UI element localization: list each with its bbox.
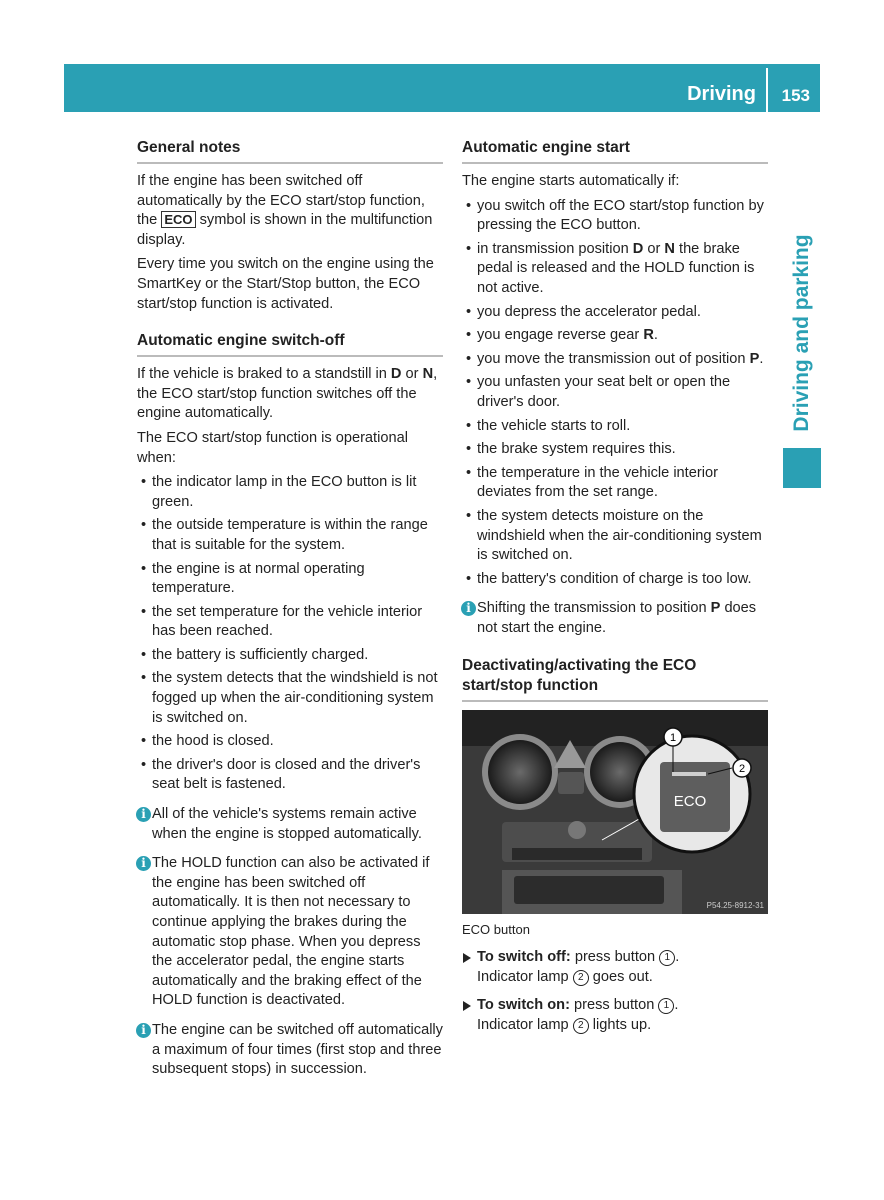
heading-engine-start: Automatic engine start bbox=[462, 138, 768, 164]
callout-1-icon: 1 bbox=[659, 950, 675, 966]
figure-code: P54.25-8912-31 bbox=[706, 901, 764, 911]
list-item: • you unfasten your seat belt or open the driver's door. bbox=[462, 373, 768, 412]
figure-caption: ECO button bbox=[462, 922, 530, 938]
list-item: • the battery is sufficiently charged. bbox=[137, 646, 443, 666]
side-tab-block bbox=[783, 448, 821, 488]
paragraph: The ECO start/stop function is operational when: bbox=[137, 429, 408, 466]
list-item: • in transmission position D or N the brake pedal is released and the HOLD function is not active. bbox=[462, 240, 768, 299]
list-item: • the indicator lamp in the ECO button is lit green. bbox=[137, 473, 443, 512]
svg-text:2: 2 bbox=[738, 763, 746, 776]
section-title: Driving bbox=[687, 83, 756, 105]
eco-button-figure bbox=[462, 710, 768, 914]
conditions-list bbox=[137, 473, 443, 795]
svg-text:1: 1 bbox=[669, 732, 677, 745]
heading-general-notes: General notes bbox=[137, 138, 443, 164]
page-number: 153 bbox=[781, 86, 810, 105]
note: i All of the vehicle's systems remain active when the engine is stopped automatically. bbox=[137, 805, 443, 844]
info-icon: i bbox=[136, 807, 151, 822]
info-icon: i bbox=[136, 1023, 151, 1038]
triangle-right-icon bbox=[463, 953, 471, 963]
list-item: • you move the transmission out of position P. bbox=[462, 350, 768, 370]
info-icon: i bbox=[461, 601, 476, 616]
list-item: • the system detects moisture on the windshield when the air-conditioning system is switched on. bbox=[462, 507, 768, 566]
note: i Shifting the transmission to position P does not start the engine. bbox=[462, 599, 768, 638]
side-tab bbox=[783, 228, 821, 438]
list-item: • you switch off the ECO start/stop function by pressing the ECO button. bbox=[462, 197, 768, 236]
list-item: • the battery's condition of charge is too low. bbox=[462, 570, 768, 590]
list-item: • the vehicle starts to roll. bbox=[462, 417, 768, 437]
list-item: • the system detects that the windshield is not fogged up when the air-conditioning system is switched on. bbox=[137, 669, 443, 728]
list-item: • the hood is closed. bbox=[137, 732, 443, 752]
list-item: • the driver's door is closed and the driver's seat belt is fastened. bbox=[137, 756, 443, 795]
heading-engine-switch-off: Automatic engine switch-off bbox=[137, 331, 443, 357]
list-item: • the outside temperature is within the range that is suitable for the system. bbox=[137, 516, 443, 555]
list-item: • you engage reverse gear R. bbox=[462, 326, 768, 346]
callout-2-icon: 2 bbox=[573, 970, 589, 986]
paragraph: Every time you switch on the engine using the SmartKey or the Start/Stop button, the ECO start/stop function is activated. bbox=[137, 256, 434, 312]
step-switch-off: To switch off: press button 1 . Indicator lamp 2 goes out. bbox=[462, 948, 768, 987]
step-switch-on: To switch on: press button 1 . Indicator lamp 2 lights up. bbox=[462, 996, 768, 1035]
paragraph: If the engine has been switched off automatically by the ECO start/stop function, the ECO symbol is shown in the multifunction display. bbox=[137, 173, 433, 248]
paragraph: If the vehicle is braked to a standstill in D or N, the ECO start/stop function switches off the engine automatically. bbox=[137, 366, 438, 422]
note: i The engine can be switched off automatically a maximum of four times (first stop and three subsequent stops) in succession. bbox=[137, 1021, 443, 1080]
list-item: • the engine is at normal operating temperature. bbox=[137, 560, 443, 599]
list-item: • you depress the accelerator pedal. bbox=[462, 303, 768, 323]
paragraph: The engine starts automatically if: bbox=[462, 173, 680, 189]
left-column bbox=[137, 138, 443, 1086]
eco-symbol: ECO bbox=[161, 211, 195, 228]
list-item: • the brake system requires this. bbox=[462, 440, 768, 460]
dashboard-illustration bbox=[462, 710, 768, 914]
callout-1-icon: 1 bbox=[658, 998, 674, 1014]
eco-button-label: ECO bbox=[673, 793, 707, 811]
start-conditions-list bbox=[462, 197, 768, 590]
callout-2-icon: 2 bbox=[573, 1018, 589, 1034]
right-column bbox=[462, 138, 768, 1044]
heading-deactivate-eco: Deactivating/activating the ECO start/stop function bbox=[462, 656, 768, 702]
info-icon: i bbox=[136, 856, 151, 871]
list-item: • the set temperature for the vehicle interior has been reached. bbox=[137, 603, 443, 642]
list-item: • the temperature in the vehicle interior deviates from the set range. bbox=[462, 464, 768, 503]
note: i The HOLD function can also be activated if the engine has been switched off automatically. It is then not necessary to continue applying the brakes during the automatic stop phase. When you depress the accelerator pedal, the engine starts automatically and the braking effect of the HOLD function is deactivated. bbox=[137, 854, 443, 1011]
side-tab-label: Driving and parking bbox=[790, 234, 813, 432]
header-divider bbox=[766, 68, 768, 112]
triangle-right-icon bbox=[463, 1001, 471, 1011]
header-bar bbox=[64, 64, 820, 112]
